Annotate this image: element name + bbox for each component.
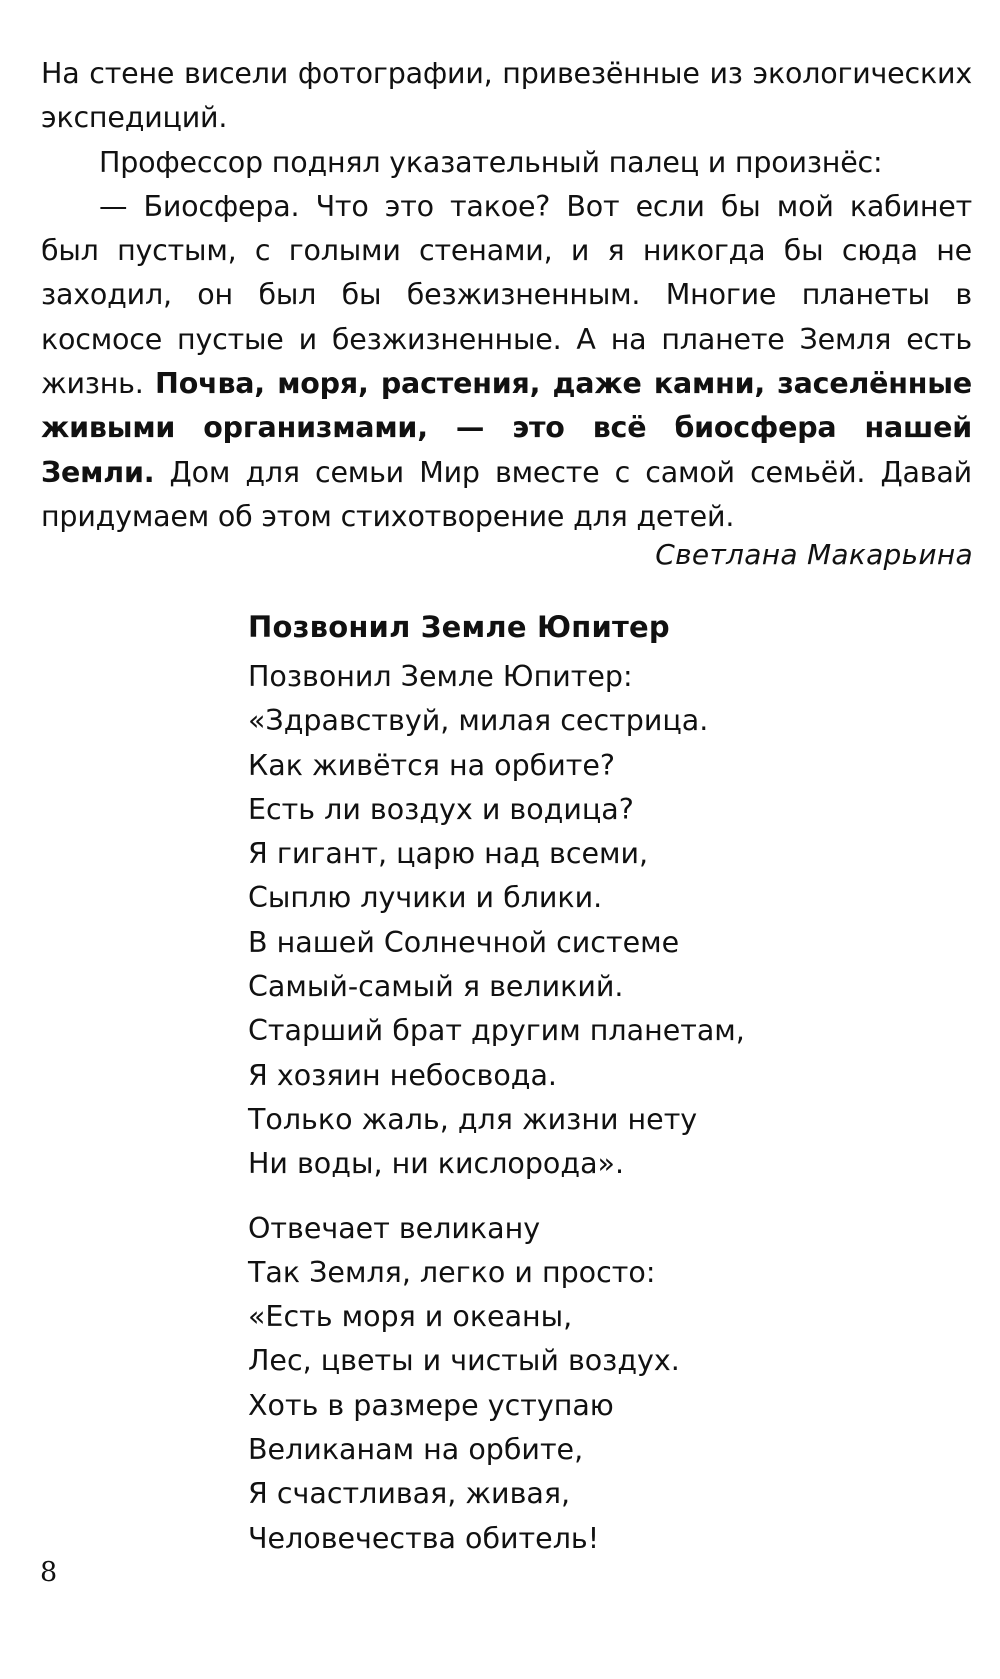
biosphere-definition-bold: Почва, моря, растения, даже камни, заселённые живыми организмами, — это всё биосфера нашей Земли. bbox=[41, 367, 972, 489]
poem-line: Хоть в размере уступаю bbox=[248, 1388, 614, 1422]
poem-title: Позвонил Земле Юпитер bbox=[248, 610, 670, 644]
poem-line: Отвечает великану bbox=[248, 1211, 541, 1245]
poem-line: Самый-самый я великий. bbox=[248, 970, 624, 1004]
poem-line: Есть ли воздух и водица? bbox=[248, 792, 634, 826]
poem-line: Я гигант, царю над всеми, bbox=[248, 837, 649, 871]
poem-author: Светлана Макарьина bbox=[655, 538, 973, 571]
paragraph-biosphere bbox=[41, 185, 972, 539]
poem-line: Лес, цветы и чистый воздух. bbox=[248, 1344, 680, 1378]
poem-line: Только жаль, для жизни нету bbox=[248, 1102, 698, 1136]
poem-line: «Здравствуй, милая сестрица. bbox=[248, 704, 709, 738]
poem-line: «Есть моря и океаны, bbox=[248, 1300, 573, 1334]
paragraph-photos: На стене висели фотографии, привезённые из экологических экспедиций. bbox=[41, 57, 972, 135]
biosphere-closing-text: Дом для семьи Мир вместе с самой семьёй. Давай придумаем об этом стихотворение для детей. bbox=[41, 455, 972, 533]
poem-line: Я хозяин небосвода. bbox=[248, 1058, 557, 1092]
biosphere-intro-text: — Биосфера. Что это такое? Вот если бы мой кабинет был пустым, с голыми стенами, и я никогда бы сюда не заходил, он был бы безжизненным. Многие планеты в космосе пустые и безжизненные. А на планете Земля есть жизнь. bbox=[41, 189, 972, 401]
poem-line: Человечества обитель! bbox=[248, 1521, 600, 1555]
poem-line: Позвонил Земле Юпитер: bbox=[248, 660, 633, 693]
poem-stanza-2 bbox=[248, 1207, 848, 1561]
paragraph-professor: Профессор поднял указательный палец и произнёс: bbox=[99, 145, 883, 179]
page-number: 8 bbox=[40, 1557, 58, 1588]
poem-stanza-1 bbox=[248, 655, 848, 1187]
poem-line: Старший брат другим планетам, bbox=[248, 1014, 745, 1048]
poem-line: Ни воды, ни кислорода». bbox=[248, 1147, 625, 1181]
poem-line: Так Земля, легко и просто: bbox=[248, 1255, 656, 1289]
poem-line: В нашей Солнечной системе bbox=[248, 925, 680, 959]
poem-line: Я счастливая, живая, bbox=[248, 1477, 571, 1511]
poem-line: Великанам на орбите, bbox=[248, 1433, 584, 1467]
poem-line: Сыплю лучики и блики. bbox=[248, 881, 603, 915]
prose-block bbox=[41, 52, 972, 539]
poem-line: Как живётся на орбите? bbox=[248, 748, 616, 782]
poem bbox=[248, 605, 848, 1561]
